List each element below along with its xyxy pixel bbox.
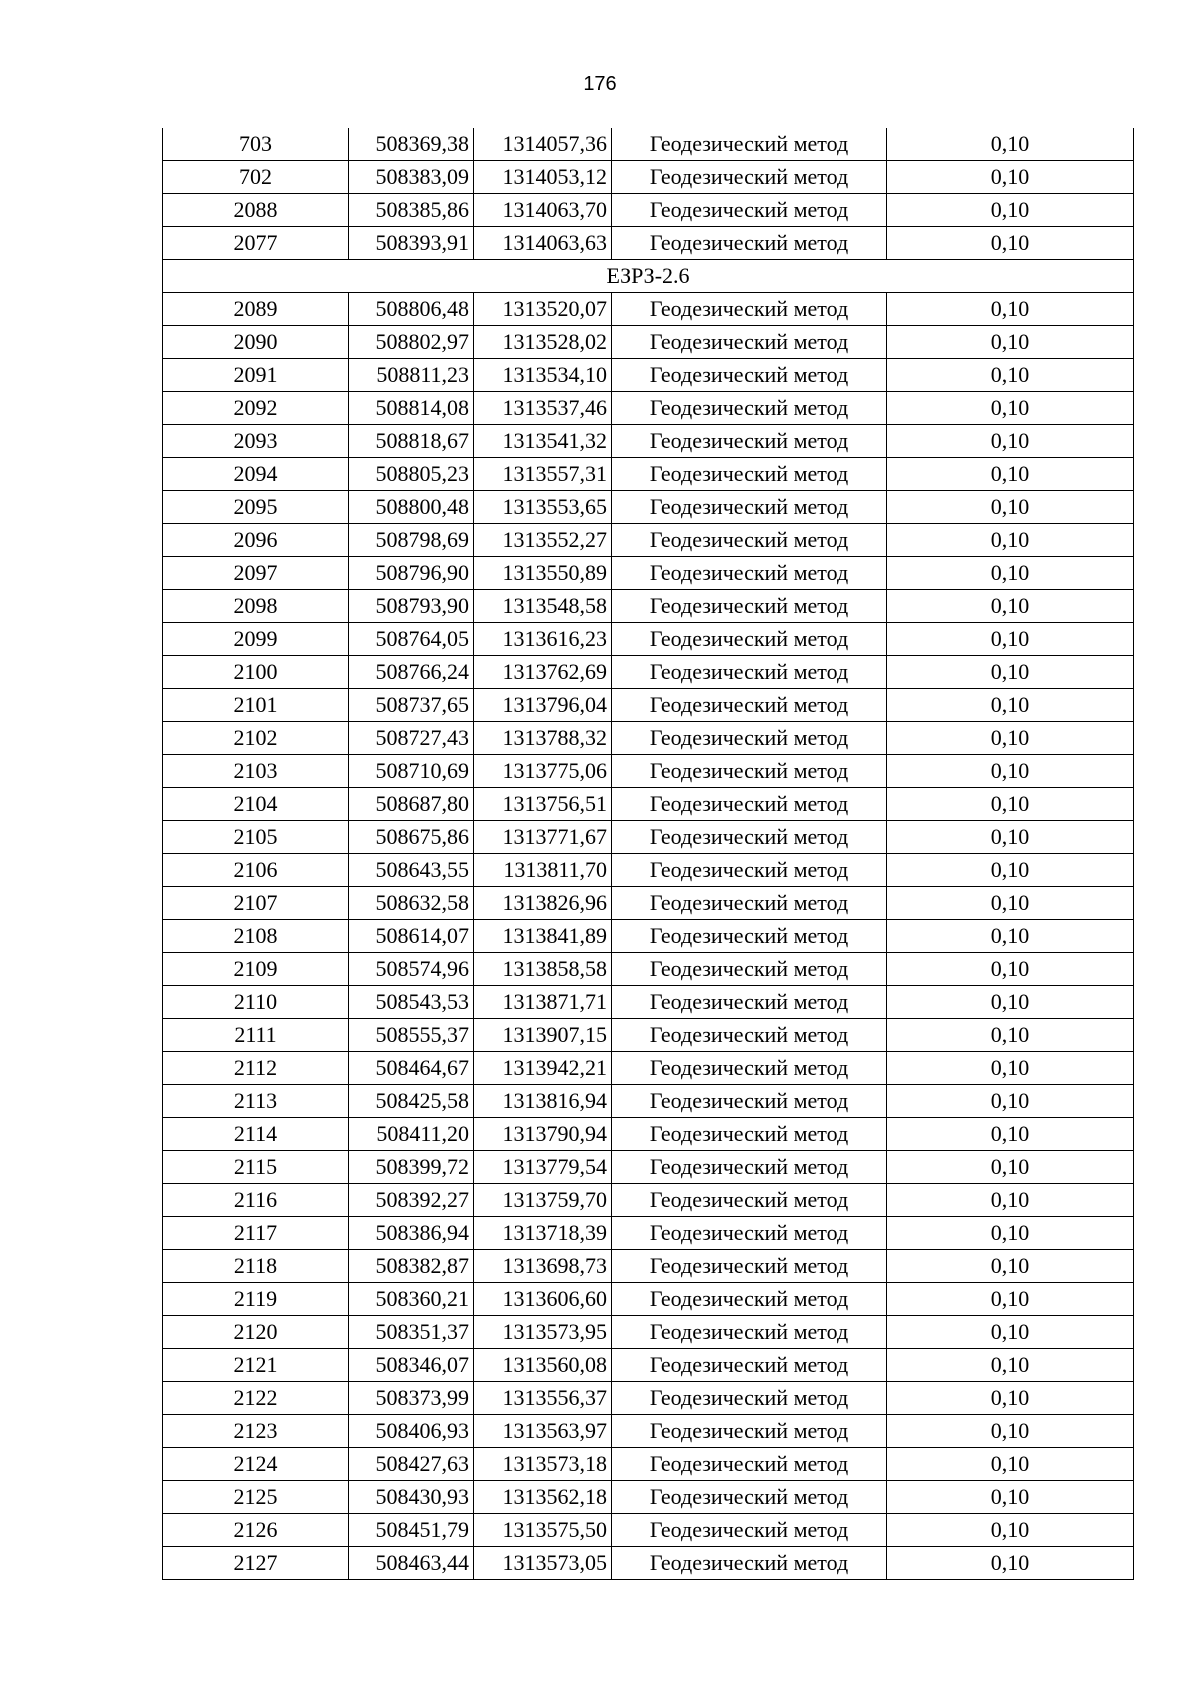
y-coordinate-cell: 1313775,06 — [474, 755, 612, 788]
x-coordinate-cell: 508464,67 — [349, 1052, 474, 1085]
table-row — [163, 623, 1134, 656]
table-row — [163, 227, 1134, 260]
x-coordinate-cell: 508543,53 — [349, 986, 474, 1019]
accuracy-cell: 0,10 — [887, 491, 1134, 524]
point-number-cell: 2114 — [163, 1118, 349, 1151]
y-coordinate-cell: 1313811,70 — [474, 854, 612, 887]
method-cell: Геодезический метод — [612, 920, 887, 953]
y-coordinate-cell: 1313616,23 — [474, 623, 612, 656]
point-number-cell: 2077 — [163, 227, 349, 260]
point-number-cell: 2090 — [163, 326, 349, 359]
x-coordinate-cell: 508632,58 — [349, 887, 474, 920]
section-label: ЕЗРЗ-2.6 — [163, 260, 1134, 293]
y-coordinate-cell: 1313942,21 — [474, 1052, 612, 1085]
accuracy-cell: 0,10 — [887, 1184, 1134, 1217]
table-row — [163, 1415, 1134, 1448]
accuracy-cell: 0,10 — [887, 128, 1134, 161]
x-coordinate-cell: 508764,05 — [349, 623, 474, 656]
y-coordinate-cell: 1313606,60 — [474, 1283, 612, 1316]
x-coordinate-cell: 508411,20 — [349, 1118, 474, 1151]
method-cell: Геодезический метод — [612, 854, 887, 887]
x-coordinate-cell: 508805,23 — [349, 458, 474, 491]
point-number-cell: 702 — [163, 161, 349, 194]
accuracy-cell: 0,10 — [887, 1382, 1134, 1415]
x-coordinate-cell: 508425,58 — [349, 1085, 474, 1118]
accuracy-cell: 0,10 — [887, 1547, 1134, 1580]
table-row — [163, 524, 1134, 557]
accuracy-cell: 0,10 — [887, 1217, 1134, 1250]
point-number-cell: 2122 — [163, 1382, 349, 1415]
accuracy-cell: 0,10 — [887, 524, 1134, 557]
method-cell: Геодезический метод — [612, 986, 887, 1019]
x-coordinate-cell: 508687,80 — [349, 788, 474, 821]
x-coordinate-cell: 508385,86 — [349, 194, 474, 227]
table-row — [163, 1349, 1134, 1382]
y-coordinate-cell: 1314063,63 — [474, 227, 612, 260]
accuracy-cell: 0,10 — [887, 854, 1134, 887]
accuracy-cell: 0,10 — [887, 986, 1134, 1019]
point-number-cell: 2115 — [163, 1151, 349, 1184]
accuracy-cell: 0,10 — [887, 788, 1134, 821]
table-row — [163, 359, 1134, 392]
accuracy-cell: 0,10 — [887, 458, 1134, 491]
method-cell: Геодезический метод — [612, 1217, 887, 1250]
y-coordinate-cell: 1313826,96 — [474, 887, 612, 920]
table-row — [163, 755, 1134, 788]
point-number-cell: 2096 — [163, 524, 349, 557]
accuracy-cell: 0,10 — [887, 1019, 1134, 1052]
method-cell: Геодезический метод — [612, 1118, 887, 1151]
y-coordinate-cell: 1314053,12 — [474, 161, 612, 194]
x-coordinate-cell: 508360,21 — [349, 1283, 474, 1316]
accuracy-cell: 0,10 — [887, 656, 1134, 689]
x-coordinate-cell: 508369,38 — [349, 128, 474, 161]
table-row — [163, 656, 1134, 689]
x-coordinate-cell: 508427,63 — [349, 1448, 474, 1481]
table-row — [163, 1019, 1134, 1052]
point-number-cell: 2104 — [163, 788, 349, 821]
x-coordinate-cell: 508614,07 — [349, 920, 474, 953]
table-row — [163, 1547, 1134, 1580]
table-row — [163, 293, 1134, 326]
method-cell: Геодезический метод — [612, 689, 887, 722]
table-row — [163, 458, 1134, 491]
point-number-cell: 2101 — [163, 689, 349, 722]
y-coordinate-cell: 1313528,02 — [474, 326, 612, 359]
accuracy-cell: 0,10 — [887, 755, 1134, 788]
y-coordinate-cell: 1313573,05 — [474, 1547, 612, 1580]
x-coordinate-cell: 508373,99 — [349, 1382, 474, 1415]
y-coordinate-cell: 1313796,04 — [474, 689, 612, 722]
accuracy-cell: 0,10 — [887, 623, 1134, 656]
method-cell: Геодезический метод — [612, 1316, 887, 1349]
point-number-cell: 2109 — [163, 953, 349, 986]
accuracy-cell: 0,10 — [887, 953, 1134, 986]
accuracy-cell: 0,10 — [887, 194, 1134, 227]
accuracy-cell: 0,10 — [887, 1448, 1134, 1481]
y-coordinate-cell: 1313790,94 — [474, 1118, 612, 1151]
accuracy-cell: 0,10 — [887, 326, 1134, 359]
y-coordinate-cell: 1313557,31 — [474, 458, 612, 491]
y-coordinate-cell: 1313563,97 — [474, 1415, 612, 1448]
method-cell: Геодезический метод — [612, 1184, 887, 1217]
y-coordinate-cell: 1314063,70 — [474, 194, 612, 227]
method-cell: Геодезический метод — [612, 590, 887, 623]
x-coordinate-cell: 508675,86 — [349, 821, 474, 854]
method-cell: Геодезический метод — [612, 1448, 887, 1481]
accuracy-cell: 0,10 — [887, 161, 1134, 194]
method-cell: Геодезический метод — [612, 1283, 887, 1316]
accuracy-cell: 0,10 — [887, 1415, 1134, 1448]
table-row — [163, 1151, 1134, 1184]
accuracy-cell: 0,10 — [887, 1052, 1134, 1085]
y-coordinate-cell: 1313698,73 — [474, 1250, 612, 1283]
section-header-row — [163, 260, 1134, 293]
table-row — [163, 1118, 1134, 1151]
point-number-cell: 2103 — [163, 755, 349, 788]
accuracy-cell: 0,10 — [887, 557, 1134, 590]
table-row — [163, 1052, 1134, 1085]
x-coordinate-cell: 508393,91 — [349, 227, 474, 260]
method-cell: Геодезический метод — [612, 359, 887, 392]
table-row — [163, 887, 1134, 920]
point-number-cell: 2118 — [163, 1250, 349, 1283]
y-coordinate-cell: 1313560,08 — [474, 1349, 612, 1382]
table-row — [163, 920, 1134, 953]
accuracy-cell: 0,10 — [887, 1349, 1134, 1382]
method-cell: Геодезический метод — [612, 788, 887, 821]
table-row — [163, 1283, 1134, 1316]
y-coordinate-cell: 1313718,39 — [474, 1217, 612, 1250]
method-cell: Геодезический метод — [612, 392, 887, 425]
point-number-cell: 2126 — [163, 1514, 349, 1547]
point-number-cell: 2093 — [163, 425, 349, 458]
x-coordinate-cell: 508555,37 — [349, 1019, 474, 1052]
method-cell: Геодезический метод — [612, 557, 887, 590]
coordinates-table — [162, 128, 1134, 1580]
point-number-cell: 2108 — [163, 920, 349, 953]
method-cell: Геодезический метод — [612, 458, 887, 491]
x-coordinate-cell: 508430,93 — [349, 1481, 474, 1514]
accuracy-cell: 0,10 — [887, 1250, 1134, 1283]
method-cell: Геодезический метод — [612, 1250, 887, 1283]
accuracy-cell: 0,10 — [887, 920, 1134, 953]
x-coordinate-cell: 508811,23 — [349, 359, 474, 392]
x-coordinate-cell: 508710,69 — [349, 755, 474, 788]
accuracy-cell: 0,10 — [887, 1481, 1134, 1514]
table-row — [163, 689, 1134, 722]
point-number-cell: 2119 — [163, 1283, 349, 1316]
x-coordinate-cell: 508737,65 — [349, 689, 474, 722]
table-row — [163, 1514, 1134, 1547]
point-number-cell: 2099 — [163, 623, 349, 656]
point-number-cell: 2105 — [163, 821, 349, 854]
accuracy-cell: 0,10 — [887, 227, 1134, 260]
method-cell: Геодезический метод — [612, 326, 887, 359]
y-coordinate-cell: 1313771,67 — [474, 821, 612, 854]
x-coordinate-cell: 508346,07 — [349, 1349, 474, 1382]
table-row — [163, 821, 1134, 854]
y-coordinate-cell: 1313858,58 — [474, 953, 612, 986]
y-coordinate-cell: 1313779,54 — [474, 1151, 612, 1184]
y-coordinate-cell: 1313573,95 — [474, 1316, 612, 1349]
accuracy-cell: 0,10 — [887, 293, 1134, 326]
method-cell: Геодезический метод — [612, 1547, 887, 1580]
table-row — [163, 788, 1134, 821]
coordinates-table-body — [163, 128, 1134, 1580]
point-number-cell: 2110 — [163, 986, 349, 1019]
x-coordinate-cell: 508463,44 — [349, 1547, 474, 1580]
method-cell: Геодезический метод — [612, 491, 887, 524]
point-number-cell: 703 — [163, 128, 349, 161]
y-coordinate-cell: 1313907,15 — [474, 1019, 612, 1052]
table-row — [163, 854, 1134, 887]
y-coordinate-cell: 1313534,10 — [474, 359, 612, 392]
point-number-cell: 2107 — [163, 887, 349, 920]
point-number-cell: 2088 — [163, 194, 349, 227]
x-coordinate-cell: 508383,09 — [349, 161, 474, 194]
point-number-cell: 2102 — [163, 722, 349, 755]
y-coordinate-cell: 1314057,36 — [474, 128, 612, 161]
accuracy-cell: 0,10 — [887, 887, 1134, 920]
table-row — [163, 1184, 1134, 1217]
accuracy-cell: 0,10 — [887, 689, 1134, 722]
accuracy-cell: 0,10 — [887, 1151, 1134, 1184]
accuracy-cell: 0,10 — [887, 359, 1134, 392]
table-row — [163, 161, 1134, 194]
table-row — [163, 491, 1134, 524]
y-coordinate-cell: 1313550,89 — [474, 557, 612, 590]
point-number-cell: 2120 — [163, 1316, 349, 1349]
point-number-cell: 2123 — [163, 1415, 349, 1448]
x-coordinate-cell: 508814,08 — [349, 392, 474, 425]
x-coordinate-cell: 508382,87 — [349, 1250, 474, 1283]
x-coordinate-cell: 508796,90 — [349, 557, 474, 590]
method-cell: Геодезический метод — [612, 656, 887, 689]
table-row — [163, 1481, 1134, 1514]
y-coordinate-cell: 1313556,37 — [474, 1382, 612, 1415]
y-coordinate-cell: 1313548,58 — [474, 590, 612, 623]
point-number-cell: 2098 — [163, 590, 349, 623]
accuracy-cell: 0,10 — [887, 1316, 1134, 1349]
x-coordinate-cell: 508727,43 — [349, 722, 474, 755]
y-coordinate-cell: 1313552,27 — [474, 524, 612, 557]
method-cell: Геодезический метод — [612, 1019, 887, 1052]
accuracy-cell: 0,10 — [887, 425, 1134, 458]
table-row — [163, 590, 1134, 623]
point-number-cell: 2116 — [163, 1184, 349, 1217]
x-coordinate-cell: 508399,72 — [349, 1151, 474, 1184]
x-coordinate-cell: 508766,24 — [349, 656, 474, 689]
table-row — [163, 392, 1134, 425]
point-number-cell: 2111 — [163, 1019, 349, 1052]
accuracy-cell: 0,10 — [887, 590, 1134, 623]
method-cell: Геодезический метод — [612, 887, 887, 920]
table-row — [163, 128, 1134, 161]
method-cell: Геодезический метод — [612, 128, 887, 161]
point-number-cell: 2095 — [163, 491, 349, 524]
point-number-cell: 2113 — [163, 1085, 349, 1118]
table-row — [163, 986, 1134, 1019]
y-coordinate-cell: 1313537,46 — [474, 392, 612, 425]
accuracy-cell: 0,10 — [887, 1283, 1134, 1316]
method-cell: Геодезический метод — [612, 425, 887, 458]
table-row — [163, 1250, 1134, 1283]
table-row — [163, 1382, 1134, 1415]
point-number-cell: 2106 — [163, 854, 349, 887]
accuracy-cell: 0,10 — [887, 821, 1134, 854]
accuracy-cell: 0,10 — [887, 722, 1134, 755]
y-coordinate-cell: 1313562,18 — [474, 1481, 612, 1514]
point-number-cell: 2127 — [163, 1547, 349, 1580]
method-cell: Геодезический метод — [612, 1151, 887, 1184]
x-coordinate-cell: 508351,37 — [349, 1316, 474, 1349]
method-cell: Геодезический метод — [612, 821, 887, 854]
y-coordinate-cell: 1313788,32 — [474, 722, 612, 755]
point-number-cell: 2121 — [163, 1349, 349, 1382]
y-coordinate-cell: 1313573,18 — [474, 1448, 612, 1481]
x-coordinate-cell: 508574,96 — [349, 953, 474, 986]
point-number-cell: 2100 — [163, 656, 349, 689]
accuracy-cell: 0,10 — [887, 1514, 1134, 1547]
table-row — [163, 326, 1134, 359]
point-number-cell: 2124 — [163, 1448, 349, 1481]
point-number-cell: 2089 — [163, 293, 349, 326]
method-cell: Геодезический метод — [612, 1349, 887, 1382]
point-number-cell: 2092 — [163, 392, 349, 425]
table-row — [163, 1217, 1134, 1250]
table-row — [163, 425, 1134, 458]
table-row — [163, 1085, 1134, 1118]
x-coordinate-cell: 508406,93 — [349, 1415, 474, 1448]
point-number-cell: 2117 — [163, 1217, 349, 1250]
table-row — [163, 1448, 1134, 1481]
method-cell: Геодезический метод — [612, 1085, 887, 1118]
method-cell: Геодезический метод — [612, 1052, 887, 1085]
method-cell: Геодезический метод — [612, 953, 887, 986]
method-cell: Геодезический метод — [612, 227, 887, 260]
y-coordinate-cell: 1313762,69 — [474, 656, 612, 689]
table-row — [163, 722, 1134, 755]
method-cell: Геодезический метод — [612, 194, 887, 227]
point-number-cell: 2091 — [163, 359, 349, 392]
y-coordinate-cell: 1313575,50 — [474, 1514, 612, 1547]
y-coordinate-cell: 1313871,71 — [474, 986, 612, 1019]
x-coordinate-cell: 508386,94 — [349, 1217, 474, 1250]
method-cell: Геодезический метод — [612, 1481, 887, 1514]
x-coordinate-cell: 508392,27 — [349, 1184, 474, 1217]
accuracy-cell: 0,10 — [887, 392, 1134, 425]
method-cell: Геодезический метод — [612, 623, 887, 656]
y-coordinate-cell: 1313756,51 — [474, 788, 612, 821]
method-cell: Геодезический метод — [612, 1415, 887, 1448]
point-number-cell: 2097 — [163, 557, 349, 590]
y-coordinate-cell: 1313759,70 — [474, 1184, 612, 1217]
y-coordinate-cell: 1313520,07 — [474, 293, 612, 326]
y-coordinate-cell: 1313553,65 — [474, 491, 612, 524]
method-cell: Геодезический метод — [612, 161, 887, 194]
accuracy-cell: 0,10 — [887, 1085, 1134, 1118]
table-row — [163, 1316, 1134, 1349]
method-cell: Геодезический метод — [612, 1382, 887, 1415]
method-cell: Геодезический метод — [612, 524, 887, 557]
table-row — [163, 557, 1134, 590]
x-coordinate-cell: 508802,97 — [349, 326, 474, 359]
x-coordinate-cell: 508793,90 — [349, 590, 474, 623]
y-coordinate-cell: 1313816,94 — [474, 1085, 612, 1118]
accuracy-cell: 0,10 — [887, 1118, 1134, 1151]
point-number-cell: 2112 — [163, 1052, 349, 1085]
x-coordinate-cell: 508798,69 — [349, 524, 474, 557]
page-number: 176 — [583, 73, 617, 95]
table-row — [163, 194, 1134, 227]
method-cell: Геодезический метод — [612, 1514, 887, 1547]
method-cell: Геодезический метод — [612, 755, 887, 788]
y-coordinate-cell: 1313541,32 — [474, 425, 612, 458]
point-number-cell: 2125 — [163, 1481, 349, 1514]
table-row — [163, 953, 1134, 986]
point-number-cell: 2094 — [163, 458, 349, 491]
x-coordinate-cell: 508800,48 — [349, 491, 474, 524]
x-coordinate-cell: 508818,67 — [349, 425, 474, 458]
x-coordinate-cell: 508643,55 — [349, 854, 474, 887]
x-coordinate-cell: 508806,48 — [349, 293, 474, 326]
x-coordinate-cell: 508451,79 — [349, 1514, 474, 1547]
y-coordinate-cell: 1313841,89 — [474, 920, 612, 953]
method-cell: Геодезический метод — [612, 293, 887, 326]
method-cell: Геодезический метод — [612, 722, 887, 755]
